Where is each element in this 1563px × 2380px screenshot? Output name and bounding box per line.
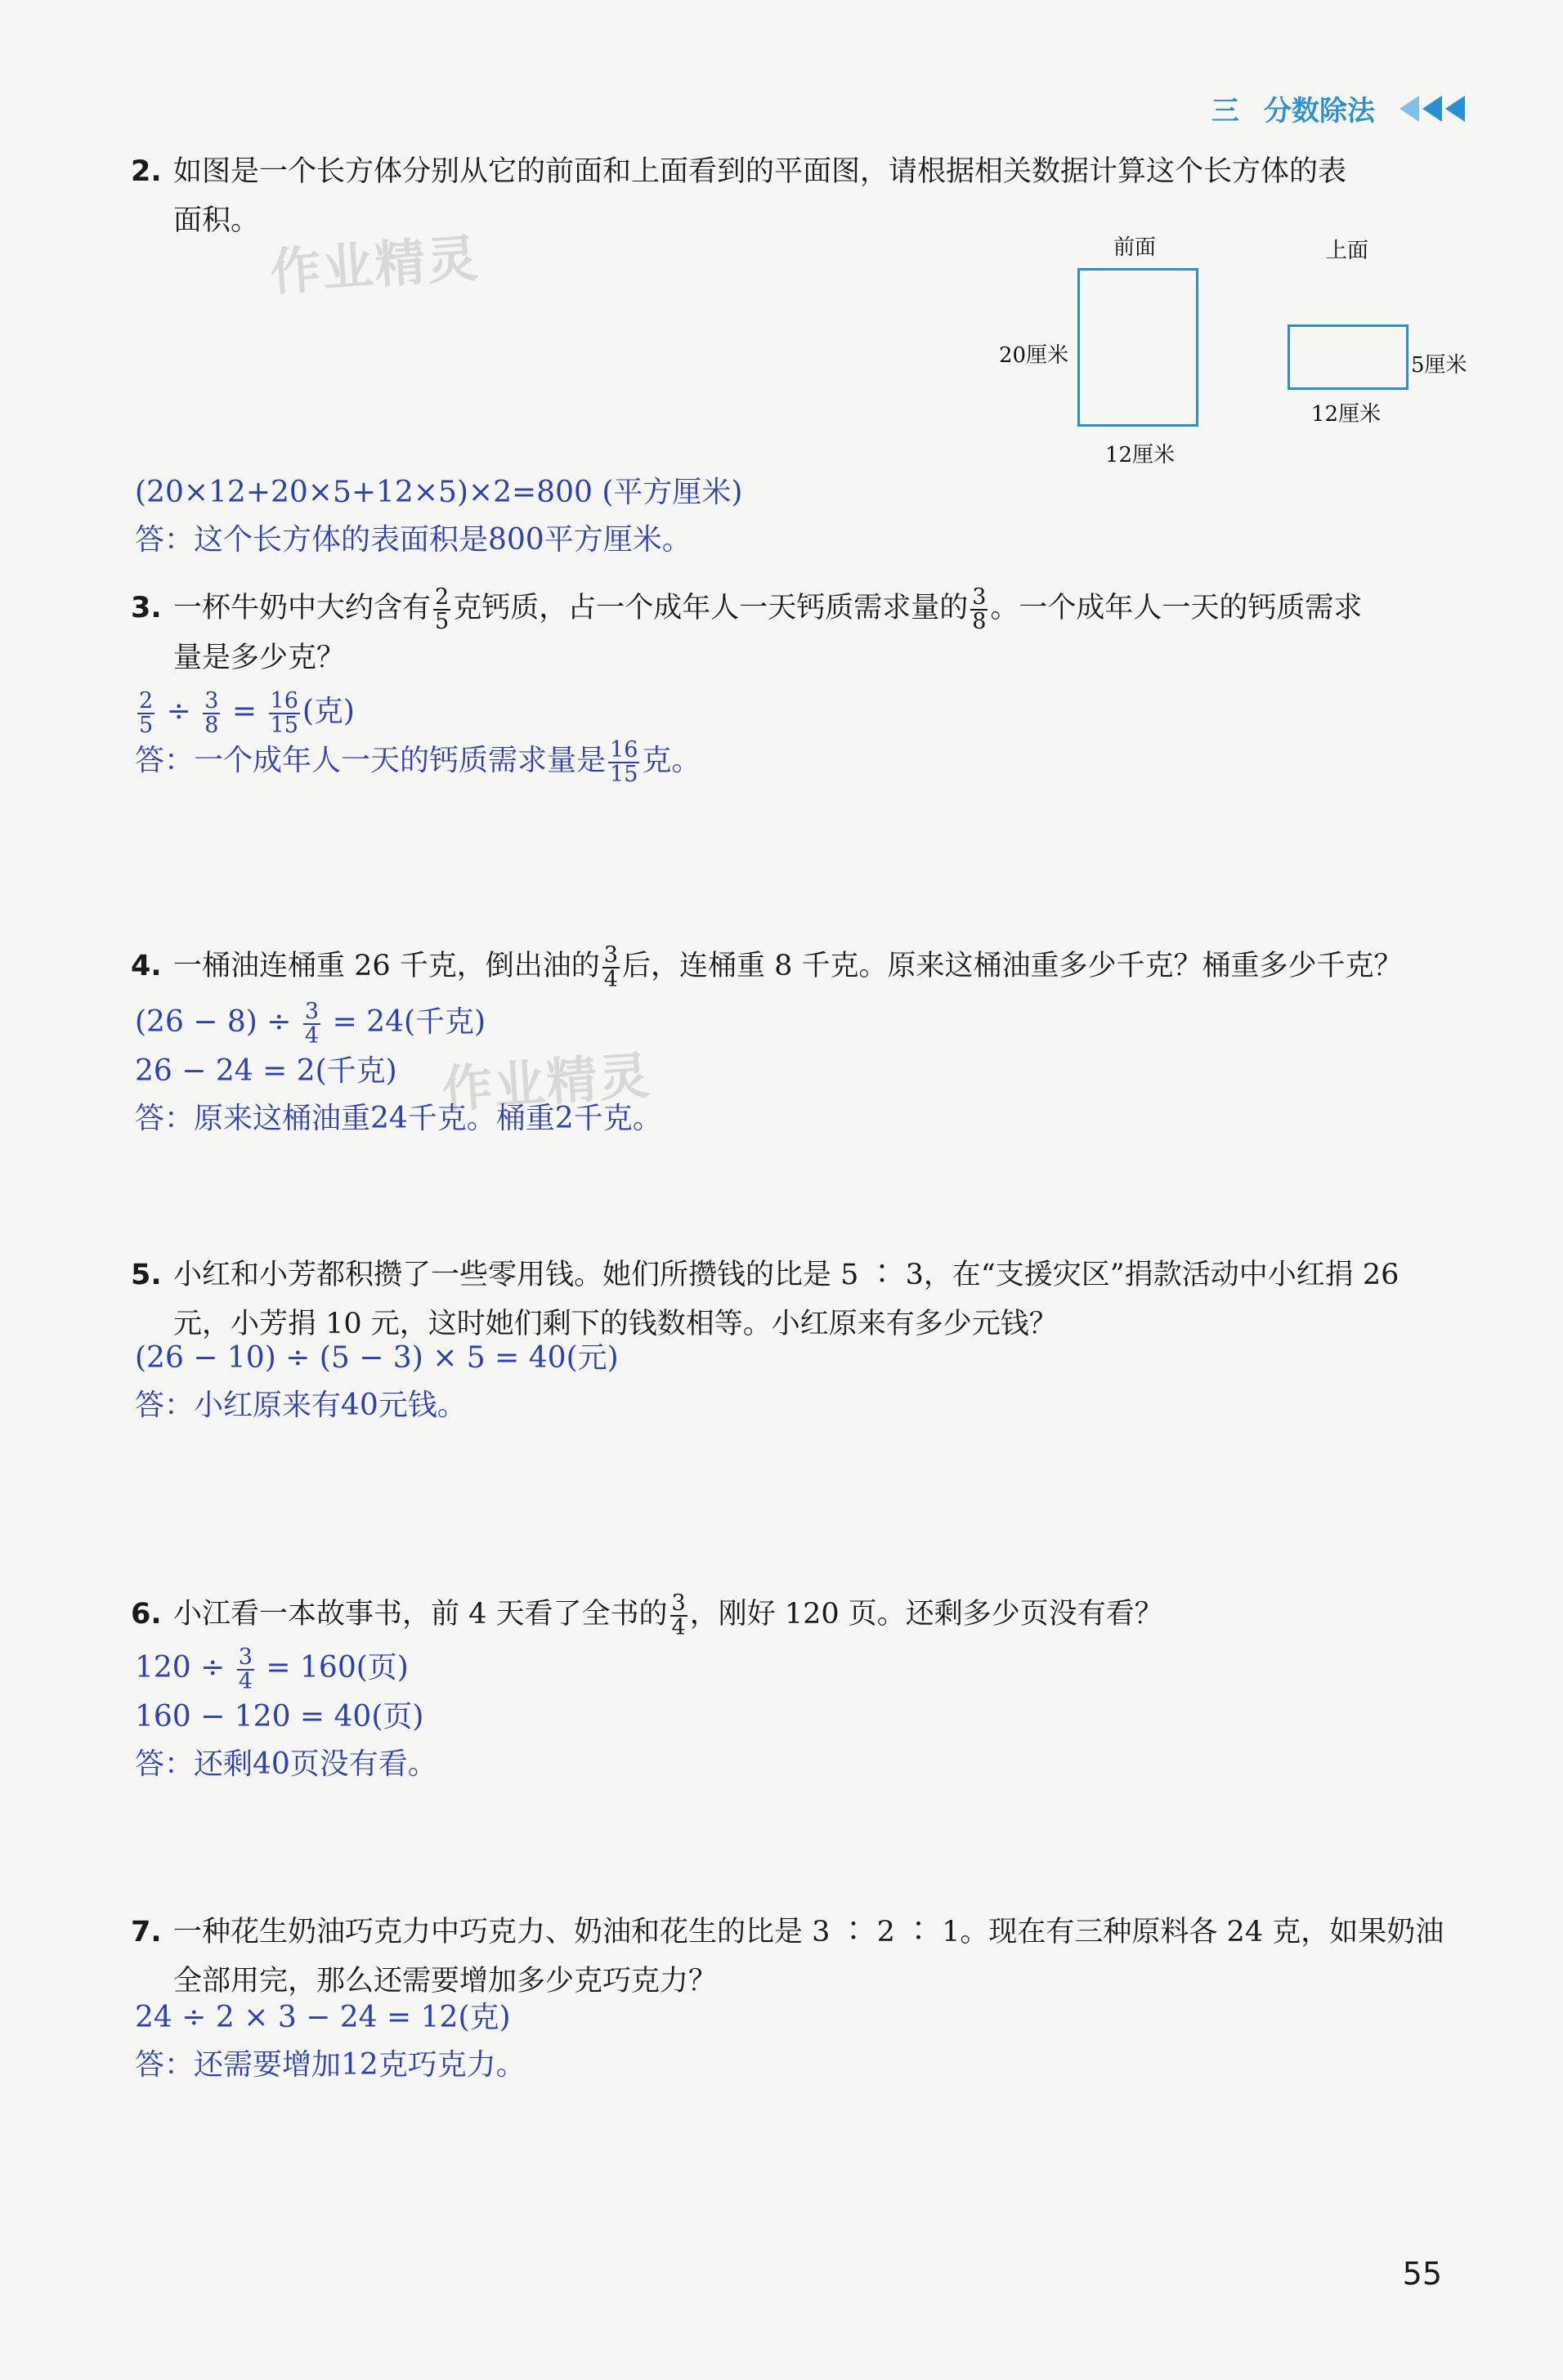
answer-text: = 160(页) xyxy=(266,1651,409,1684)
numerator: 3 xyxy=(671,1590,686,1616)
denominator: 5 xyxy=(139,713,154,738)
triangle-left-icon xyxy=(1400,96,1419,122)
question-3 xyxy=(131,584,1362,682)
denominator: 4 xyxy=(671,1614,686,1640)
answer-7 xyxy=(135,1994,526,2089)
denominator: 15 xyxy=(610,762,638,787)
top-width-label: 12厘米 xyxy=(1311,402,1382,427)
fraction xyxy=(970,586,988,633)
numerator: 3 xyxy=(304,999,320,1024)
answer-statement xyxy=(135,737,701,786)
numerator: 2 xyxy=(139,688,154,714)
watermark: 作业精灵 xyxy=(440,1045,653,1120)
answer-text: 120 ÷ xyxy=(135,1651,226,1684)
question-text: 。一个成年人一天的钙质需求 xyxy=(990,592,1363,624)
answer-6 xyxy=(135,1644,437,1788)
top-height-label: 5厘米 xyxy=(1411,353,1467,378)
fraction xyxy=(608,739,639,786)
answer-statement: 答：这个长方体的表面积是800平方厘米。 xyxy=(135,523,692,557)
answer-equation: 26 − 24 = 2(千克) xyxy=(135,1054,397,1088)
answer-statement: 答：还需要增加12克巧克力。 xyxy=(135,2048,526,2082)
answer-equation xyxy=(135,1644,437,1693)
question-2 xyxy=(131,147,1346,245)
answer-equation: (26 − 10) ÷ (5 − 3) × 5 = 40(元) xyxy=(135,1341,619,1375)
unit: (克) xyxy=(302,695,355,728)
watermark: 作业精灵 xyxy=(268,228,481,302)
question-number: 3. xyxy=(131,592,162,624)
top-view-label: 上面 xyxy=(1326,239,1369,263)
numerator: 16 xyxy=(270,688,298,714)
answer-text: = 24(千克) xyxy=(332,1005,486,1039)
fraction xyxy=(269,690,300,737)
answer-2 xyxy=(135,469,742,564)
operator: ÷ xyxy=(166,695,191,728)
question-text: 量是多少克？ xyxy=(173,641,346,674)
question-text: ，刚好 120 页。还剩多少页没有看？ xyxy=(689,1598,1163,1631)
question-number: 7. xyxy=(131,1916,162,1948)
section-title: 分数除法 xyxy=(1264,95,1375,128)
answer-equation xyxy=(135,688,701,737)
question-number: 4. xyxy=(131,950,162,982)
question-7 xyxy=(131,1908,1444,2006)
answer-4 xyxy=(135,999,662,1143)
denominator: 8 xyxy=(972,608,987,634)
answer-statement: 答：原来这桶油重24千克。桶重2千克。 xyxy=(135,1102,662,1135)
front-view-label: 前面 xyxy=(1113,235,1157,260)
top-view-rectangle xyxy=(1288,324,1408,390)
answer-3 xyxy=(135,688,701,786)
denominator: 15 xyxy=(270,713,298,738)
fraction xyxy=(602,944,620,991)
question-5 xyxy=(131,1250,1399,1349)
question-6 xyxy=(131,1590,1163,1640)
question-text: 一种花生奶油巧克力中巧克力、奶油和花生的比是 3 ∶ 2 ∶ 1。现在有三种原料各 24 克，如果奶油 xyxy=(173,1916,1444,1948)
numerator: 3 xyxy=(204,688,219,714)
denominator: 4 xyxy=(603,966,618,992)
question-text: 后，连桶重 8 千克。原来这桶油重多少千克？桶重多少千克？ xyxy=(621,950,1403,982)
section-header xyxy=(1211,88,1465,128)
fraction xyxy=(203,690,220,737)
fraction xyxy=(670,1592,687,1640)
front-height-label: 20厘米 xyxy=(999,343,1069,368)
numerator: 16 xyxy=(610,737,638,763)
page-number: 55 xyxy=(1402,2256,1442,2292)
front-view-rectangle xyxy=(1077,268,1198,427)
answer-text: 克。 xyxy=(642,744,701,777)
answer-text: 答：一个成年人一天的钙质需求量是 xyxy=(135,744,607,777)
question-number: 6. xyxy=(131,1598,162,1631)
question-text: 面积。 xyxy=(173,204,260,237)
fraction xyxy=(137,690,155,737)
section-number: 三 xyxy=(1211,95,1239,128)
numerator: 3 xyxy=(972,584,987,610)
question-text: 一桶油连桶重 26 千克，倒出油的 xyxy=(173,950,600,982)
answer-equation: 160 − 120 = 40(页) xyxy=(135,1700,424,1734)
answer-statement: 答：小红原来有40元钱。 xyxy=(135,1389,467,1422)
question-text: 全部用完，那么还需要增加多少克巧克力？ xyxy=(173,1965,718,1998)
answer-equation xyxy=(135,999,662,1048)
answer-text: (26 − 8) ÷ xyxy=(135,1005,292,1039)
answer-statement: 答：还剩40页没有看。 xyxy=(135,1747,437,1781)
question-4 xyxy=(131,942,1403,991)
fraction xyxy=(237,1646,254,1693)
question-text: 小江看一本故事书，前 4 天看了全书的 xyxy=(173,1598,668,1631)
triangle-left-icon xyxy=(1422,96,1442,122)
triangle-left-icon xyxy=(1445,96,1465,122)
denominator: 4 xyxy=(238,1669,253,1694)
denominator: 8 xyxy=(204,713,219,738)
answer-5 xyxy=(135,1335,619,1429)
answer-equation: 24 ÷ 2 × 3 − 24 = 12(克) xyxy=(135,2001,511,2034)
question-text: 克钙质，占一个成年人一天钙质需求量的 xyxy=(453,592,969,624)
question-text: 元，小芳捐 10 元，这时她们剩下的钱数相等。小红原来有多少元钱？ xyxy=(173,1308,1058,1340)
operator: = xyxy=(231,695,258,728)
fraction xyxy=(433,586,450,633)
denominator: 5 xyxy=(435,608,450,634)
question-text: 小红和小芳都积攒了一些零用钱。她们所攒钱的比是 5 ∶ 3，在“支援灾区”捐款活动中小红捐 26 xyxy=(173,1259,1400,1291)
numerator: 3 xyxy=(238,1644,253,1670)
question-number: 2. xyxy=(131,155,162,188)
numerator: 3 xyxy=(603,942,618,968)
denominator: 4 xyxy=(304,1023,320,1049)
fraction xyxy=(303,1000,320,1048)
answer-equation: (20×12+20×5+12×5)×2=800 (平方厘米) xyxy=(135,476,743,509)
numerator: 2 xyxy=(435,584,450,610)
question-text: 如图是一个长方体分别从它的前面和上面看到的平面图，请根据相关数据计算这个长方体的表 xyxy=(173,155,1347,188)
arrow-icons xyxy=(1400,96,1465,122)
question-text: 一杯牛奶中大约含有 xyxy=(173,592,432,624)
front-width-label: 12厘米 xyxy=(1105,443,1176,468)
question-number: 5. xyxy=(131,1259,162,1291)
